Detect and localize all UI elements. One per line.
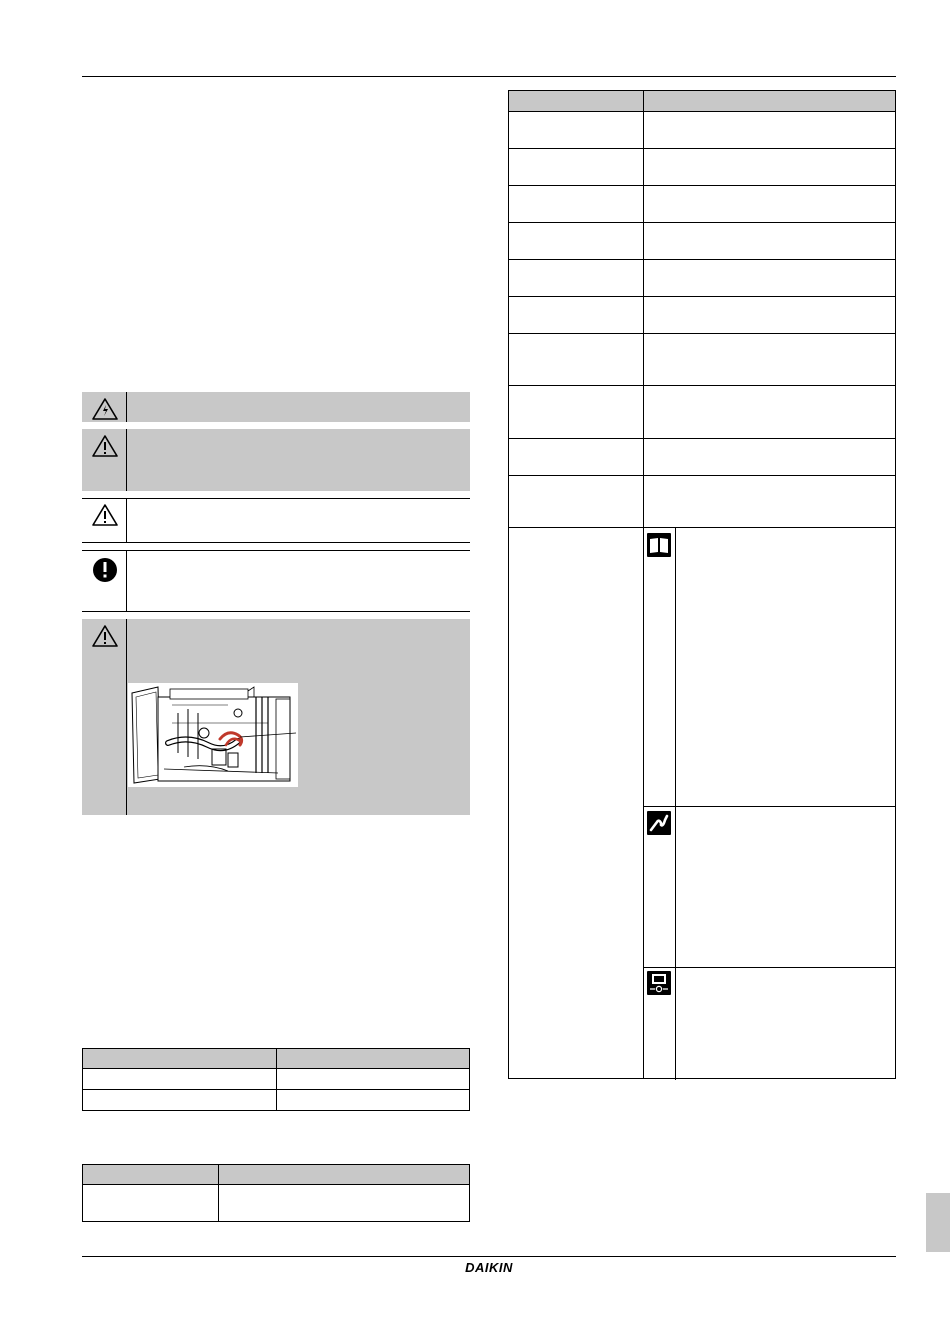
- hot-surface-warning-icon: [92, 625, 118, 647]
- table-row: [83, 1069, 470, 1090]
- left-table-2: [82, 1164, 470, 1222]
- notice-warning-icon-cell: [82, 498, 127, 543]
- notice-hot-icon-cell: [82, 619, 127, 815]
- warning-icon: [92, 504, 118, 526]
- installer-wrench-icon: [647, 811, 671, 835]
- table-row: [83, 1090, 470, 1111]
- notice-caution: [82, 550, 470, 612]
- right-table: [508, 90, 896, 1079]
- manual-book-icon: [647, 533, 671, 557]
- notice-electric-icon-cell: [82, 392, 127, 422]
- notice-electric-shock: [82, 392, 470, 422]
- caution-notice-icon: [92, 556, 118, 584]
- electric-shock-warning-icon: [92, 398, 118, 420]
- notice-caution-icon-cell: [82, 550, 127, 612]
- chapter-side-tab: [926, 1193, 950, 1252]
- unit-interior-figure: [128, 683, 298, 787]
- left-table-1: [82, 1048, 470, 1111]
- daikin-logo: DAIKIN: [465, 1260, 513, 1275]
- notice-danger: [82, 429, 470, 491]
- user-interface-display-icon: [647, 971, 671, 995]
- table-row: [83, 1049, 470, 1069]
- table-row: [83, 1165, 470, 1185]
- danger-warning-icon: [92, 435, 118, 457]
- notice-warning: [82, 498, 470, 543]
- table-row: [83, 1185, 470, 1222]
- header-rule: [82, 76, 896, 77]
- footer-rule: [82, 1256, 896, 1257]
- notice-danger-icon-cell: [82, 429, 127, 491]
- right-table-header: [509, 91, 895, 112]
